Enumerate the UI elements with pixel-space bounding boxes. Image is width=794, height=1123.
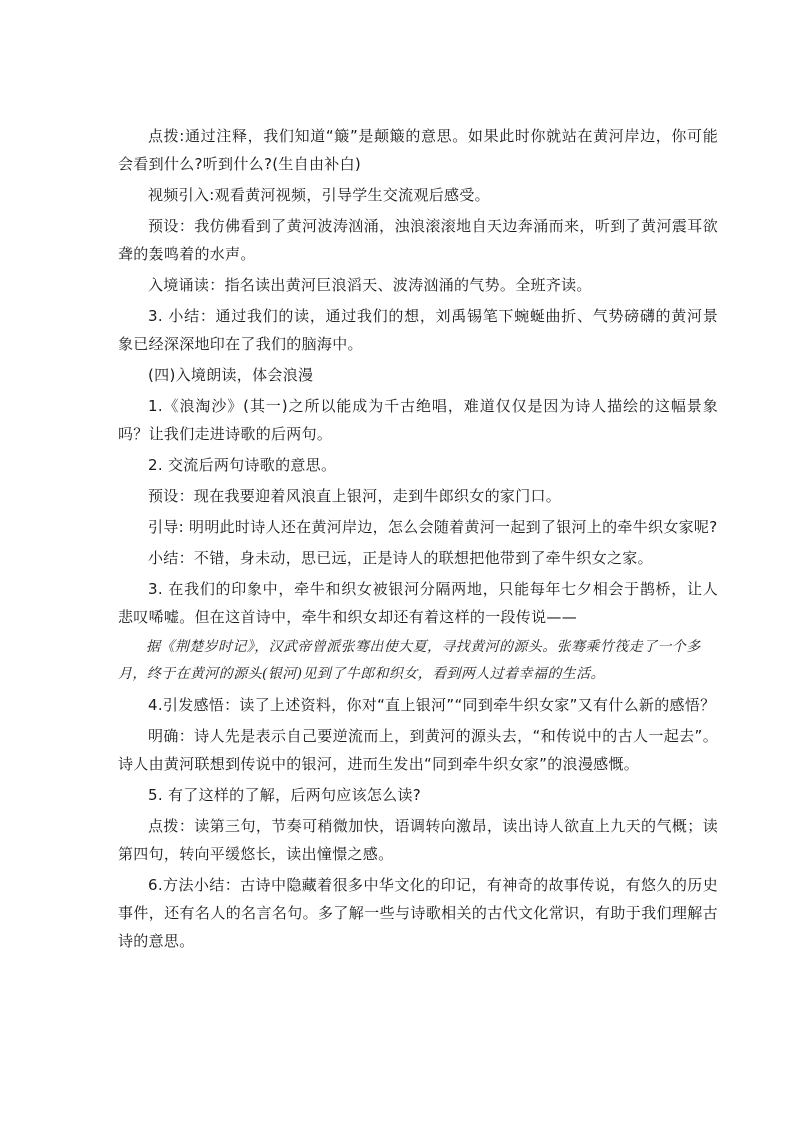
quote-legend: 据《荆楚岁时记》，汉武帝曾派张骞出使大夏，寻找黄河的源头。张骞乘竹筏走了一个多月，终于在黄河的源头(银河)见到了牛郎和织女，看到两人过着幸福的生活。 bbox=[118, 639, 701, 682]
paragraph-summary-3: 3. 小结：通过我们的读，通过我们的想，刘禹锡笔下蜿蜒曲折、气势磅礴的黄河景象已经深深地印在了我们的脑海中。 bbox=[118, 307, 718, 353]
paragraph-hint-2: 点拨：读第三句，节奏可稍微加快，语调转向激昂，读出诗人欲直上九天的气概；读第四句，转向平缓悠长，读出憧憬之感。 bbox=[118, 817, 718, 863]
paragraph-guide: 引导: 明明此时诗人还在黄河岸边，怎么会随着黄河一起到了银河上的牵牛织女家呢? bbox=[148, 518, 718, 536]
paragraph-item-2: 2. 交流后两句诗歌的意思。 bbox=[148, 456, 337, 474]
paragraph-item-3: 3. 在我们的印象中，牵牛和织女被银河分隔两地，只能每年七夕相会于鹊桥，让人悲叹唏嘘。但在这首诗中，牵牛和织女却还有着这样的一段传说—— bbox=[118, 580, 718, 626]
paragraph-item-6: 6.方法小结：古诗中隐藏着很多中华文化的印记，有神奇的故事传说，有悠久的历史事件，还有名人的名言名句。多了解一些与诗歌相关的古代文化常识，有助于我们理解古诗的意思。 bbox=[118, 876, 718, 950]
paragraph-reading-1: 入境诵读：指名读出黄河巨浪滔天、波涛汹涌的气势。全班齐读。 bbox=[148, 276, 592, 294]
paragraph-hint-1: 点拨:通过注释，我们知道“簸”是颠簸的意思。如果此时你就站在黄河岸边，你可能会看到什么?听到什么?(生自由补白) bbox=[118, 127, 718, 173]
section-heading-4: (四)入境朗读，体会浪漫 bbox=[148, 366, 314, 384]
paragraph-item-5: 5. 有了这样的了解，后两句应该怎么读? bbox=[148, 786, 422, 804]
paragraph-preset-1: 预设：我仿佛看到了黄河波涛汹涌，浊浪滚滚地自天边奔涌而来，听到了黄河震耳欲聋的轰鸣着的水声。 bbox=[118, 217, 718, 263]
paragraph-item-1: 1.《浪淘沙》(其一)之所以能成为千古绝唱，难道仅仅是因为诗人描绘的这幅景象吗？让我们走进诗歌的后两句。 bbox=[118, 397, 718, 443]
paragraph-clarify: 明确：诗人先是表示自己要逆流而上，到黄河的源头去，“和传说中的古人一起去”。诗人由黄河联想到传说中的银河，进而生发出“同到牵牛织女家”的浪漫感慨。 bbox=[118, 727, 718, 773]
paragraph-preset-2: 预设：现在我要迎着风浪直上银河，走到牛郎织女的家门口。 bbox=[148, 487, 562, 505]
paragraph-summary-2: 小结：不错，身未动，思已远，正是诗人的联想把他带到了牵牛织女之家。 bbox=[148, 549, 653, 567]
paragraph-item-4: 4.引发感悟：读了上述资料，你对“直上银河”“同到牵牛织女家”又有什么新的感悟？ bbox=[148, 696, 716, 714]
paragraph-video-intro: 视频引入:观看黄河视频，引导学生交流观后感受。 bbox=[148, 186, 490, 204]
